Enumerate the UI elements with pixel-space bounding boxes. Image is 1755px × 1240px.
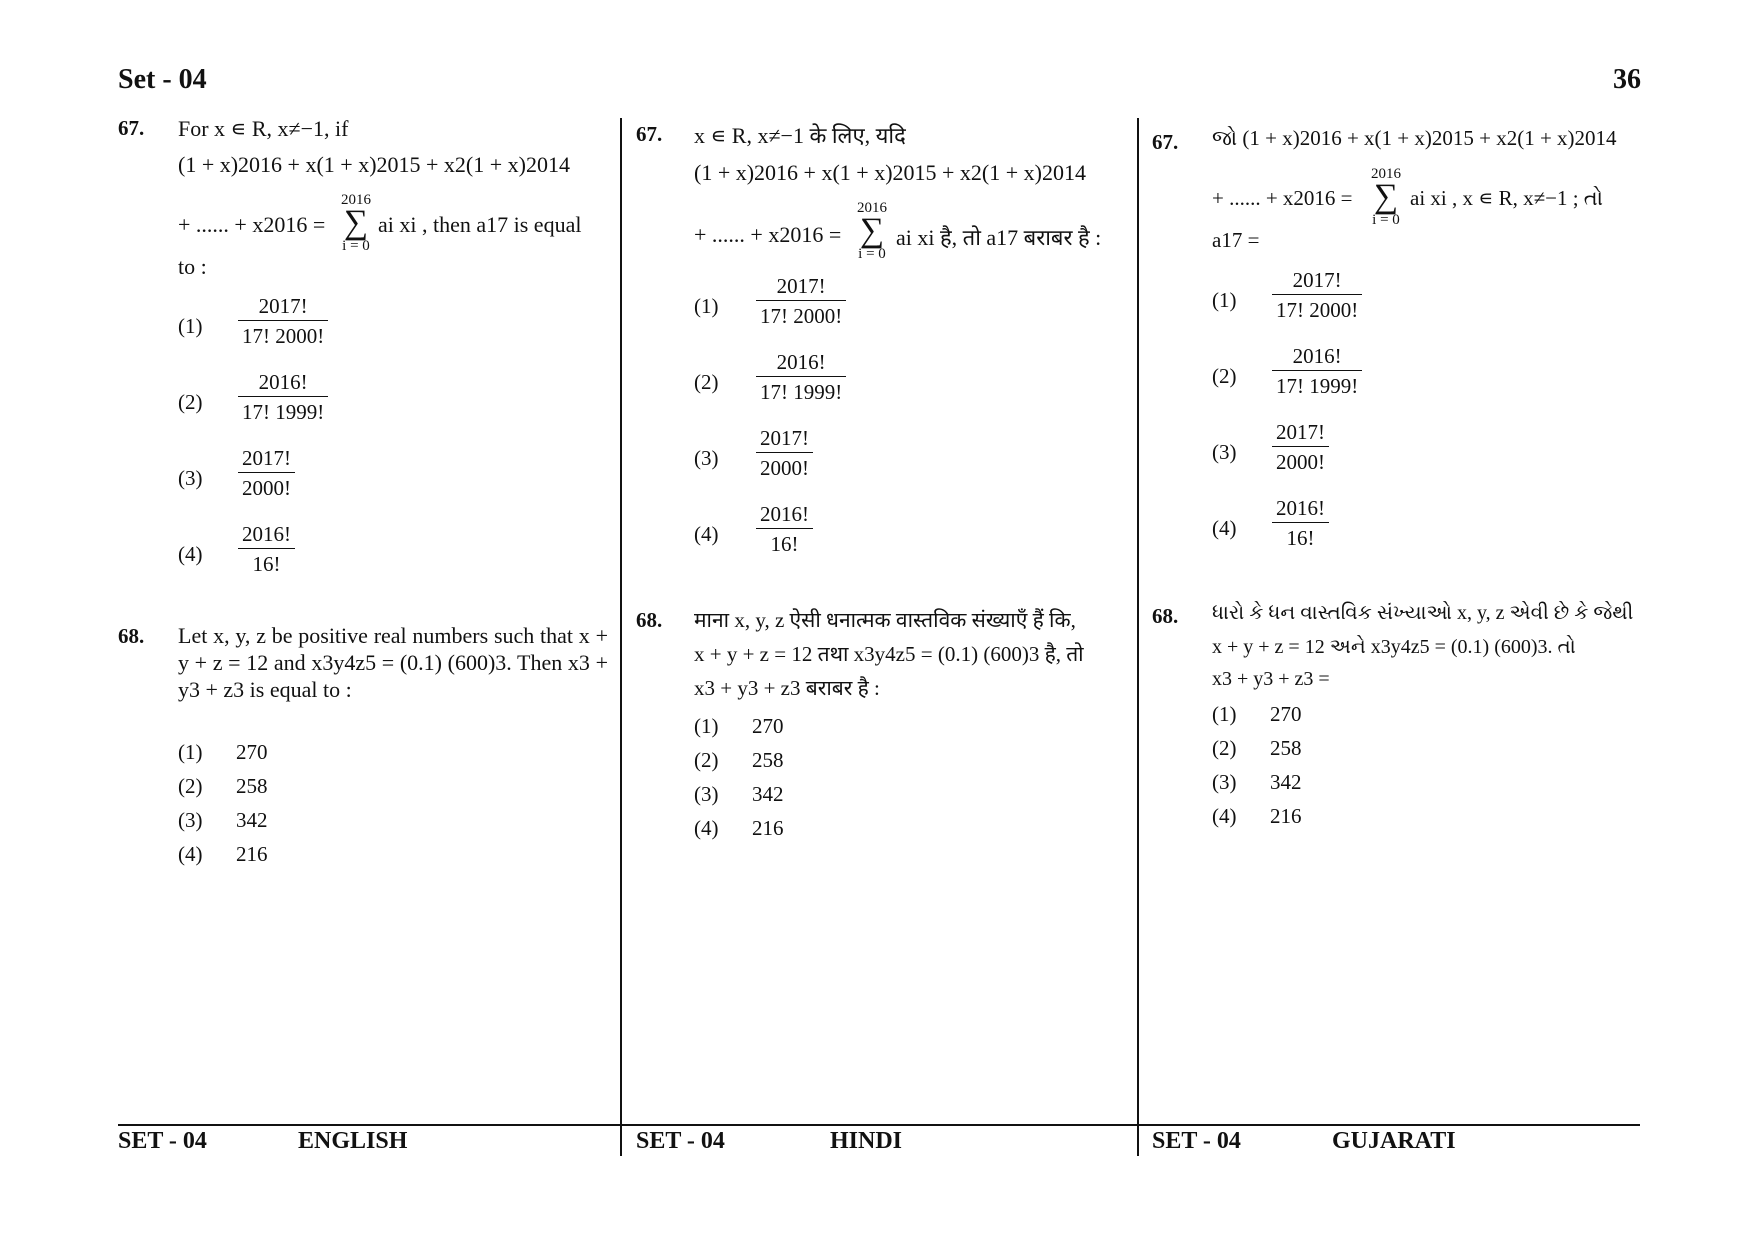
set-label: Set - 04 [118,64,207,95]
summation-symbol: 2016 ∑ i = 0 [341,192,371,254]
question-67-line-3b: ai xi है, तो a17 बराबर है : [896,225,1102,250]
option-value: 258 [236,774,268,798]
question-68-line-1: माना x, y, z ऐसी धनात्मक वास्तविक संख्याएँ हैं कि, [694,608,1076,632]
option-fraction: $\frac{2017!}{2000!}$ [1272,418,1329,477]
option-fraction: $\frac{2016!}{17! 1999!}$ [238,368,328,427]
option-label: (2) [1212,364,1237,388]
option-value: 258 [752,748,784,772]
question-67-line-2: (1 + x)2016 + x(1 + x)2015 + x2(1 + x)2014 [694,160,1086,185]
question-number: 67. [1152,130,1179,154]
option-label: (4) [178,542,203,566]
question-68-line-3: x3 + y3 + z3 = [1212,668,1330,690]
question-number: 67. [636,122,663,146]
option-value: 342 [752,782,784,806]
option-label: (4) [1212,804,1237,828]
question-68-line-3: x3 + y3 + z3 बराबर है : [694,676,880,700]
question-68-text: Let x, y, z be positive real numbers such that x + y + z = 12 and x3y4z5 = (0.1) (600)3. Then x3 + y3 + z3 is equal to : [178,623,608,702]
option-fraction: $\frac{2016!}{17! 1999!}$ [1272,342,1362,401]
option-fraction: $\frac{2017!}{2000!}$ [238,444,295,503]
option-label: (4) [694,522,719,546]
option-label: (1) [1212,702,1237,726]
footer-set-hindi: SET - 04 [636,1128,725,1154]
question-67-line-3b: ai xi , then a17 is equal [378,212,582,237]
option-label: (1) [178,740,203,764]
footer-set-gujarati: SET - 04 [1152,1128,1241,1154]
footer-lang-hindi: HINDI [830,1128,903,1154]
question-67-line-2a: + ...... + x2016 = [1212,186,1353,210]
option-label: (4) [1212,516,1237,540]
option-label: (3) [694,446,719,470]
option-fraction: $\frac{2017!}{2000!}$ [756,424,813,483]
question-67-line-1: x ∊ R, x≠−1 के लिए, यदि [694,123,906,148]
option-value: 216 [236,842,268,866]
option-value: 216 [752,816,784,840]
option-label: (3) [1212,440,1237,464]
question-67-line-4: to : [178,254,207,279]
option-label: (1) [694,714,719,738]
footer-rule [118,1124,1640,1126]
column-divider-1 [620,118,622,1156]
option-label: (2) [694,748,719,772]
option-label: (3) [694,782,719,806]
option-value: 270 [236,740,268,764]
option-fraction: $\frac{2016!}{16!}$ [1272,494,1329,553]
summation-symbol: 2016 ∑ i = 0 [857,200,887,262]
question-number: 67. [118,116,145,140]
option-label: (2) [1212,736,1237,760]
option-label: (1) [1212,288,1237,312]
option-value: 270 [752,714,784,738]
question-68-line-1: ધારો કે ધન વાસ્તવિક સંખ્યાઓ x, y, z એવી છે કે જેથી [1212,602,1634,624]
question-number: 68. [1152,604,1179,628]
question-67-line-2b: ai xi , x ∊ R, x≠−1 ; તો [1410,186,1603,210]
question-67-line-1: For x ∊ R, x≠−1, if [178,116,349,141]
option-fraction: $\frac{2016!}{16!}$ [756,500,813,559]
question-68-line-2: x + y + z = 12 અને x3y4z5 = (0.1) (600)3. તો [1212,636,1576,658]
question-68-line-2: x + y + z = 12 तथा x3y4z5 = (0.1) (600)3 है, तो [694,642,1084,666]
question-67-line-2: (1 + x)2016 + x(1 + x)2015 + x2(1 + x)2014 [178,152,570,177]
footer-lang-english: ENGLISH [298,1128,408,1154]
question-67-line-3a: + ...... + x2016 = [178,212,326,237]
option-value: 258 [1270,736,1302,760]
option-fraction: $\frac{2017!}{17! 2000!}$ [238,292,328,351]
option-fraction: $\frac{2017!}{17! 2000!}$ [1272,266,1362,325]
option-value: 342 [236,808,268,832]
question-67-line-1: જો (1 + x)2016 + x(1 + x)2015 + x2(1 + x)2014 [1212,126,1617,150]
question-number: 68. [636,608,663,632]
option-label: (3) [178,808,203,832]
column-divider-2 [1137,118,1139,1156]
option-label: (2) [178,390,203,414]
question-67-line-3a: + ...... + x2016 = [694,222,842,247]
option-fraction: $\frac{2016!}{16!}$ [238,520,295,579]
question-67-line-3: a17 = [1212,228,1260,252]
option-label: (3) [1212,770,1237,794]
option-label: (2) [694,370,719,394]
option-label: (2) [178,774,203,798]
option-label: (4) [178,842,203,866]
option-value: 342 [1270,770,1302,794]
option-value: 270 [1270,702,1302,726]
question-number: 68. [118,624,145,648]
option-label: (3) [178,466,203,490]
footer-lang-gujarati: GUJARATI [1332,1128,1456,1154]
page-number: 36 [1613,64,1641,95]
option-label: (1) [178,314,203,338]
option-label: (1) [694,294,719,318]
option-value: 216 [1270,804,1302,828]
option-fraction: $\frac{2016!}{17! 1999!}$ [756,348,846,407]
footer-set-english: SET - 04 [118,1128,207,1154]
option-label: (4) [694,816,719,840]
option-fraction: $\frac{2017!}{17! 2000!}$ [756,272,846,331]
summation-symbol: 2016 ∑ i = 0 [1371,166,1401,228]
